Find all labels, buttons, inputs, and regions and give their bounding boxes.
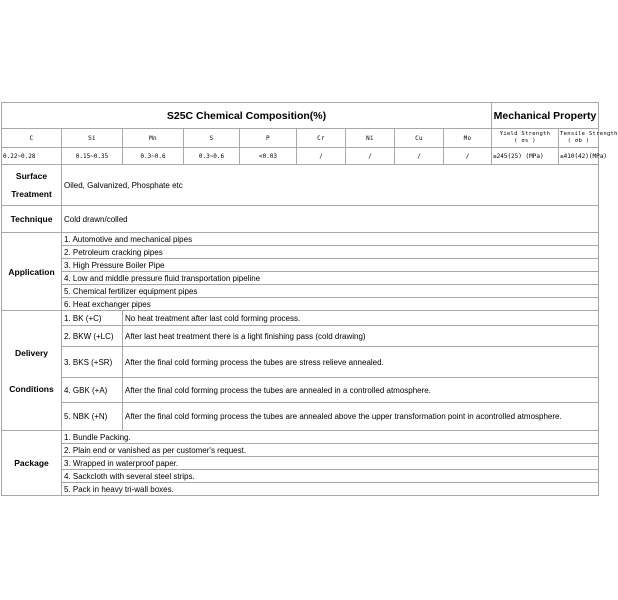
delivery-row: [2, 311, 599, 326]
delivery-code: 5. NBK (+N): [62, 403, 123, 431]
package-label: Package: [2, 431, 62, 496]
package-row: [2, 457, 599, 470]
delivery-desc: After the final cold forming process the tubes are stress relieve annealed.: [123, 347, 599, 378]
element-header: Si: [62, 129, 123, 148]
package-item: 5. Pack in heavy tri-wall boxes.: [62, 483, 599, 496]
element-header: P: [240, 129, 297, 148]
technique-value: Cold drawn/colled: [62, 206, 599, 233]
application-item: 2. Petroleum cracking pipes: [62, 246, 599, 259]
delivery-desc: No heat treatment after last cold forming process.: [123, 311, 599, 326]
package-item: 3. Wrapped in waterproof paper.: [62, 457, 599, 470]
application-item: 6. Heat exchanger pipes: [62, 298, 599, 311]
application-item: 5. Chemical fertilizer equipment pipes: [62, 285, 599, 298]
delivery-code: 2. BKW (+LC): [62, 326, 123, 347]
delivery-code: 3. BKS (+SR): [62, 347, 123, 378]
surface-treatment-label-line1: Surface: [15, 171, 48, 181]
application-row: [2, 246, 599, 259]
tensile-strength-label: Tensile Strength: [560, 131, 618, 137]
surface-treatment-row: [2, 165, 599, 206]
element-value: /: [297, 148, 346, 165]
tensile-strength-symbol: ( σb ): [567, 138, 590, 144]
delivery-desc: After the final cold forming process the tubes are annealed in a controlled atmosphere.: [123, 378, 599, 403]
application-item: 4. Low and middle pressure fluid transportation pipeline: [62, 272, 599, 285]
application-row: [2, 233, 599, 246]
application-row: [2, 259, 599, 272]
package-item: 2. Plain end or vanished as per customer's request.: [62, 444, 599, 457]
delivery-row: [2, 326, 599, 347]
yield-strength-header: [492, 129, 559, 148]
package-item: 1. Bundle Packing.: [62, 431, 599, 444]
composition-header-row: [2, 129, 599, 148]
element-header: Cr: [297, 129, 346, 148]
surface-treatment-value: Oiled, Galvanized, Phosphate etc: [62, 165, 599, 206]
tensile-strength-header: [559, 129, 618, 148]
yield-strength-symbol: ( σs ): [514, 138, 536, 144]
delivery-row: [2, 403, 599, 431]
application-row: [2, 285, 599, 298]
package-item: 4. Sackcloth with several steel strips.: [62, 470, 599, 483]
delivery-conditions-label: [2, 311, 62, 431]
surface-treatment-label-line2: Treatment: [11, 189, 52, 199]
package-row: [2, 470, 599, 483]
element-value: /: [395, 148, 444, 165]
element-value: 0.15~0.35: [62, 148, 123, 165]
delivery-label-line1: Delivery: [14, 347, 49, 358]
mechanical-property-title: Mechanical Property: [492, 103, 599, 129]
technique-row: [2, 206, 599, 233]
tensile-strength-value: ≥410(42)(MPa): [559, 148, 599, 165]
package-row: [2, 483, 599, 496]
element-value: <0.03: [240, 148, 297, 165]
spec-table: [1, 102, 618, 496]
application-item: 3. High Pressure Boiler Pipe: [62, 259, 599, 272]
delivery-code: 1. BK (+C): [62, 311, 123, 326]
application-row: [2, 298, 599, 311]
yield-strength-label: Yield Strength: [499, 131, 551, 137]
delivery-desc: After the final cold forming process the tubes are annealed above the upper transformation point in acontrolled atmosphere.: [123, 403, 599, 431]
chemical-composition-title: S25C Chemical Composition(%): [2, 103, 492, 129]
element-header: Cu: [395, 129, 444, 148]
delivery-row: [2, 378, 599, 403]
package-row: [2, 431, 599, 444]
composition-value-row: [2, 148, 599, 165]
delivery-row: [2, 347, 599, 378]
yield-strength-value: ≥245(25) (MPa): [492, 148, 559, 165]
delivery-label-line2: Conditions: [9, 383, 54, 394]
element-header: Ni: [346, 129, 395, 148]
surface-treatment-label: [2, 165, 62, 206]
application-item: 1. Automotive and mechanical pipes: [62, 233, 599, 246]
element-value: /: [444, 148, 492, 165]
element-value: 0.22~0.28: [2, 148, 62, 165]
element-value: 0.3~0.6: [123, 148, 184, 165]
element-header: S: [184, 129, 240, 148]
element-header: C: [2, 129, 62, 148]
delivery-desc: After last heat treatment there is a light finishing pass (cold drawing): [123, 326, 599, 347]
package-row: [2, 444, 599, 457]
element-value: /: [346, 148, 395, 165]
application-row: [2, 272, 599, 285]
technique-label: Technique: [2, 206, 62, 233]
delivery-code: 4. GBK (+A): [62, 378, 123, 403]
element-header: Mn: [123, 129, 184, 148]
element-header: Mo: [444, 129, 492, 148]
title-row: [2, 103, 599, 129]
application-label: Application: [2, 233, 62, 311]
element-value: 0.3~0.6: [184, 148, 240, 165]
